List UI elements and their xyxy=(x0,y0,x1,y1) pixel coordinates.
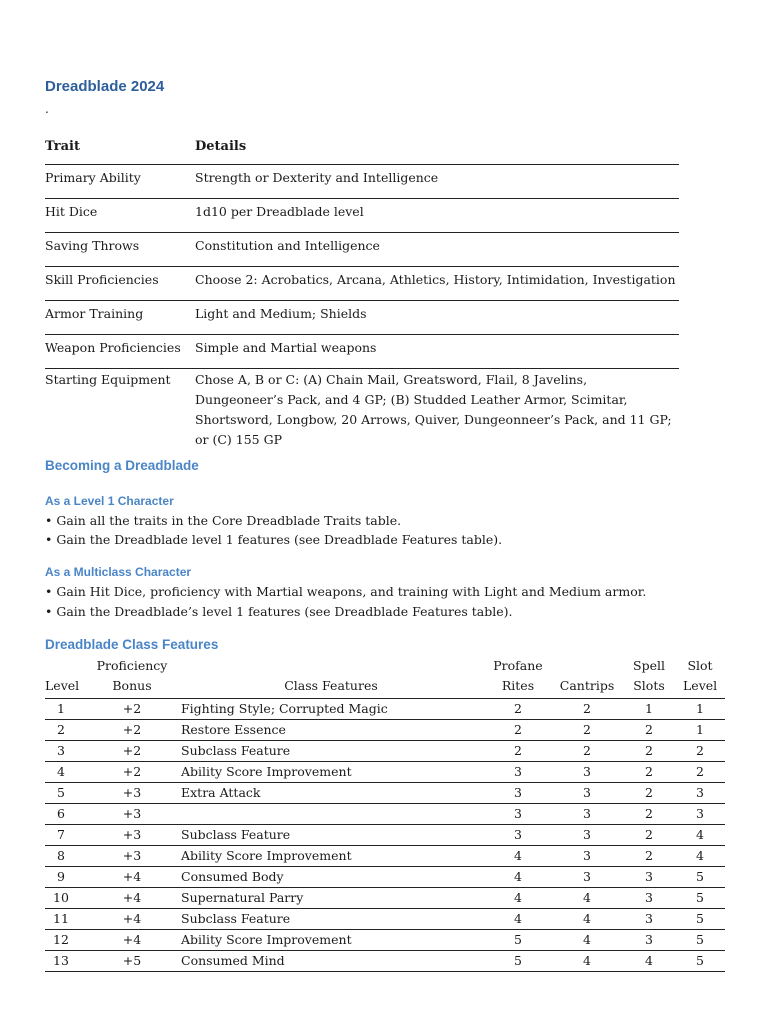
slot-level-cell: 1 xyxy=(696,722,704,737)
level1-bullet: • Gain the Dreadblade level 1 features (see Dreadblade Features table). xyxy=(45,532,503,547)
cantrips-cell: 4 xyxy=(583,890,591,905)
features-table-header xyxy=(45,656,725,699)
class-features-cell: Consumed Body xyxy=(181,869,284,884)
spell-slots-cell: 3 xyxy=(645,932,653,947)
table-row xyxy=(45,762,725,783)
table-row xyxy=(45,888,725,909)
slot-header-top: Slot xyxy=(687,658,713,673)
rites-header-top: Profane xyxy=(493,658,543,673)
table-row xyxy=(45,930,725,951)
proficiency-bonus-cell: +2 xyxy=(122,764,142,779)
cantrips-cell: 3 xyxy=(583,827,591,842)
spell-slots-cell: 2 xyxy=(645,848,653,863)
proficiency-bonus-cell: +2 xyxy=(122,701,142,716)
table-row xyxy=(45,233,679,267)
profane-rites-cell: 3 xyxy=(514,785,522,800)
spell-slots-cell: 2 xyxy=(645,722,653,737)
table-row xyxy=(45,825,725,846)
level-cell: 9 xyxy=(57,869,65,884)
cantrips-cell: 3 xyxy=(583,848,591,863)
spell-slots-cell: 2 xyxy=(645,785,653,800)
table-row xyxy=(45,267,679,301)
slot-level-cell: 2 xyxy=(696,743,704,758)
profane-rites-cell: 4 xyxy=(514,869,522,884)
features-table xyxy=(45,656,725,972)
level-cell: 10 xyxy=(53,890,69,905)
table-row xyxy=(45,335,679,369)
trait-name: Starting Equipment xyxy=(45,372,171,387)
trait-details: Simple and Martial weapons xyxy=(195,340,377,355)
trait-details: Constitution and Intelligence xyxy=(195,238,380,253)
level-cell: 13 xyxy=(53,953,69,968)
cantrips-cell: 2 xyxy=(583,722,591,737)
profane-rites-cell: 4 xyxy=(514,890,522,905)
trait-details: Light and Medium; Shields xyxy=(195,306,367,321)
class-features-cell: Ability Score Improvement xyxy=(181,848,352,863)
cantrips-header: Cantrips xyxy=(559,678,615,693)
table-row xyxy=(45,909,725,930)
cantrips-cell: 3 xyxy=(583,869,591,884)
class-features-cell: Supernatural Parry xyxy=(181,890,304,905)
trait-name: Primary Ability xyxy=(45,170,141,185)
class-features-cell: Restore Essence xyxy=(181,722,286,737)
proficiency-bonus-cell: +2 xyxy=(122,743,142,758)
trait-details: Strength or Dexterity and Intelligence xyxy=(195,170,439,185)
slot-level-cell: 3 xyxy=(696,785,704,800)
class-features-cell: Subclass Feature xyxy=(181,827,291,842)
class-features-cell: Fighting Style; Corrupted Magic xyxy=(181,701,388,716)
slot-level-cell: 5 xyxy=(696,911,704,926)
proficiency-bonus-cell: +3 xyxy=(122,806,142,821)
trait-details: Choose 2: Acrobatics, Arcana, Athletics, History, Intimidation, Investigation xyxy=(195,272,676,287)
level1-bullet: • Gain all the traits in the Core Dreadblade Traits table. xyxy=(45,513,402,528)
traits-table xyxy=(45,128,679,447)
profane-rites-cell: 2 xyxy=(514,701,522,716)
cantrips-cell: 3 xyxy=(583,785,591,800)
spell-header-bottom: Slots xyxy=(633,678,665,693)
spell-slots-cell: 2 xyxy=(645,743,653,758)
proficiency-bonus-cell: +3 xyxy=(122,827,142,842)
table-row xyxy=(45,846,725,867)
profane-rites-cell: 4 xyxy=(514,848,522,863)
table-row xyxy=(45,369,679,447)
level-cell: 7 xyxy=(57,827,65,842)
table-row xyxy=(45,867,725,888)
spell-slots-cell: 3 xyxy=(645,911,653,926)
level-cell: 11 xyxy=(53,911,69,926)
multiclass-bullet: • Gain the Dreadblade’s level 1 features (see Dreadblade Features table). xyxy=(45,604,513,619)
table-row xyxy=(45,804,725,825)
class-features-header: Class Features xyxy=(284,678,378,693)
cantrips-cell: 2 xyxy=(583,743,591,758)
slot-level-cell: 3 xyxy=(696,806,704,821)
table-row xyxy=(45,741,725,762)
table-row xyxy=(45,165,679,199)
level-cell: 8 xyxy=(57,848,65,863)
details-header: Details xyxy=(195,138,247,154)
trait-name: Skill Proficiencies xyxy=(45,272,159,287)
slot-level-cell: 2 xyxy=(696,764,704,779)
table-row xyxy=(45,783,725,804)
table-row xyxy=(45,199,679,233)
proficiency-bonus-cell: +4 xyxy=(122,890,142,905)
trait-name: Armor Training xyxy=(45,306,144,321)
table-row xyxy=(45,301,679,335)
profane-rites-cell: 4 xyxy=(514,911,522,926)
slot-level-cell: 5 xyxy=(696,932,704,947)
level-cell: 2 xyxy=(57,722,65,737)
trait-details: Chose A, B or C: (A) Chain Mail, Greatsword, Flail, 8 Javelins, Dungeoneer’s Pack, and 4 GP; (B) Studded Leather Armor, Scimitar, Shortsword, Longbow, 20 Arrows, Quiver, Dungeonneer’s Pack, and 11 GP; or (C) 155 GP xyxy=(195,372,672,447)
level-cell: 6 xyxy=(57,806,65,821)
proficiency-bonus-cell: +3 xyxy=(122,848,142,863)
slot-level-cell: 1 xyxy=(696,701,704,716)
becoming-heading: Becoming a Dreadblade xyxy=(45,458,199,473)
multiclass-heading: As a Multiclass Character xyxy=(45,565,192,579)
class-features-cell: Ability Score Improvement xyxy=(181,764,352,779)
table-row xyxy=(45,720,725,741)
class-features-cell: Ability Score Improvement xyxy=(181,932,352,947)
level-header: Level xyxy=(45,678,80,693)
proficiency-bonus-cell: +3 xyxy=(122,785,142,800)
cantrips-cell: 2 xyxy=(583,701,591,716)
document-title: Dreadblade 2024 xyxy=(45,78,165,95)
prof-header-bottom: Bonus xyxy=(112,678,152,693)
level-cell: 12 xyxy=(53,932,69,947)
proficiency-bonus-cell: +2 xyxy=(122,722,142,737)
spell-slots-cell: 1 xyxy=(645,701,653,716)
spell-header-top: Spell xyxy=(633,658,665,673)
features-heading: Dreadblade Class Features xyxy=(45,637,219,652)
spell-slots-cell: 3 xyxy=(645,869,653,884)
profane-rites-cell: 5 xyxy=(514,932,522,947)
slot-level-cell: 5 xyxy=(696,869,704,884)
spell-slots-cell: 3 xyxy=(645,890,653,905)
cantrips-cell: 4 xyxy=(583,911,591,926)
level-cell: 5 xyxy=(57,785,65,800)
profane-rites-cell: 5 xyxy=(514,953,522,968)
class-features-cell: Subclass Feature xyxy=(181,743,291,758)
profane-rites-cell: 3 xyxy=(514,806,522,821)
cantrips-cell: 4 xyxy=(583,953,591,968)
cantrips-cell: 3 xyxy=(583,806,591,821)
table-row xyxy=(45,699,725,720)
spell-slots-cell: 2 xyxy=(645,764,653,779)
spell-slots-cell: 4 xyxy=(645,953,653,968)
profane-rites-cell: 3 xyxy=(514,827,522,842)
table-row xyxy=(45,951,725,972)
class-features-cell: Extra Attack xyxy=(181,785,261,800)
trait-details: 1d10 per Dreadblade level xyxy=(195,204,364,219)
level-cell: 4 xyxy=(57,764,65,779)
class-features-cell: Consumed Mind xyxy=(181,953,285,968)
profane-rites-cell: 3 xyxy=(514,764,522,779)
proficiency-bonus-cell: +4 xyxy=(122,869,142,884)
level1-heading: As a Level 1 Character xyxy=(45,494,174,508)
cantrips-cell: 4 xyxy=(583,932,591,947)
trait-name: Hit Dice xyxy=(45,204,98,219)
level-cell: 3 xyxy=(57,743,65,758)
spell-slots-cell: 2 xyxy=(645,827,653,842)
proficiency-bonus-cell: +4 xyxy=(122,932,142,947)
stray-dot: . xyxy=(45,102,49,116)
trait-name: Weapon Proficiencies xyxy=(45,340,181,355)
prof-header-top: Proficiency xyxy=(96,658,168,673)
multiclass-bullet: • Gain Hit Dice, proficiency with Martial weapons, and training with Light and Medium armor. xyxy=(45,584,647,599)
trait-header: Trait xyxy=(45,138,80,154)
traits-table-header xyxy=(45,128,679,165)
profane-rites-cell: 2 xyxy=(514,743,522,758)
slot-level-cell: 5 xyxy=(696,890,704,905)
trait-name: Saving Throws xyxy=(45,238,140,253)
level-cell: 1 xyxy=(57,701,65,716)
spell-slots-cell: 2 xyxy=(645,806,653,821)
slot-level-cell: 5 xyxy=(696,953,704,968)
class-features-cell: Subclass Feature xyxy=(181,911,291,926)
proficiency-bonus-cell: +4 xyxy=(122,911,142,926)
rites-header-bottom: Rites xyxy=(501,678,535,693)
slot-level-cell: 4 xyxy=(696,827,704,842)
profane-rites-cell: 2 xyxy=(514,722,522,737)
slot-level-cell: 4 xyxy=(696,848,704,863)
slot-header-bottom: Level xyxy=(683,678,718,693)
proficiency-bonus-cell: +5 xyxy=(122,953,142,968)
cantrips-cell: 3 xyxy=(583,764,591,779)
